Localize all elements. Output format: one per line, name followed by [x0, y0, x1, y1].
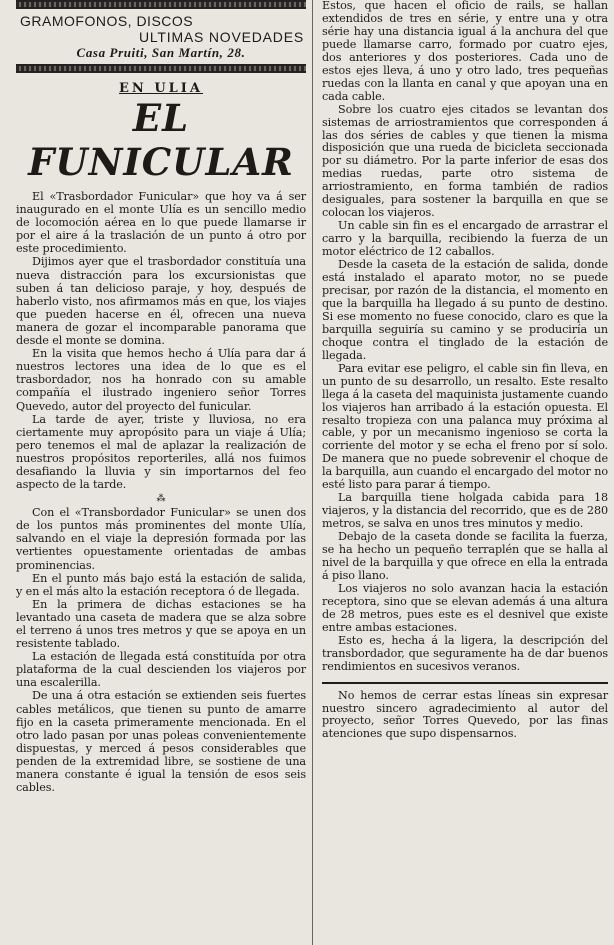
advertisement [16, 9, 306, 64]
article-headline: EL FUNICULAR [28, 96, 294, 184]
paragraph: La barquilla tiene holgada cabida para 18 viajeros, y la distancia del recorrido, que es de 280 metros, se salva en unos tres minutos y medio. [322, 491, 608, 531]
paragraph: De una á otra estación se extienden seis fuertes cables metálicos, que tienen su punto de amarre fijo en la caseta primeramente mencionada. En el otro lado pasan por unas poleas convenientemente dispuestas, y merced á pesos considerables que penden de la extremidad libre, se sostiene de una manera constante é igual la tensión de esos seis cables. [16, 689, 306, 795]
left-column [6, 0, 310, 794]
top-ornamental-rule [16, 0, 306, 9]
paragraph: Los viajeros no solo avanzan hacia la estación receptora, sino que se elevan además á una altura de 28 metros, pues este es el desnivel que existe entre ambas estaciones. [322, 581, 608, 634]
paragraph: Con el «Transbordador Funicular» se unen dos de los puntos más prominentes del monte Ulía, salvando en el viaje la depresión formada por las vertientes opuestamente orientadas de ambas prominencias. [16, 506, 306, 572]
paragraph: La estación de llegada está constituída por otra plataforma de la cual descienden los viajeros por una escalerilla. [16, 650, 306, 690]
paragraph: En la primera de dichas estaciones se ha levantado una caseta de madera que se alza sobre el terreno á unos tres metros y que se apoya en un resistente tablado. [16, 597, 306, 651]
advert-line-2: ULTIMAS NOVEDADES [138, 29, 304, 45]
paragraph: El «Trasbordador Funicular» que hoy va á ser inaugurado en el monte Ulía es un sencillo medio de locomoción aérea en lo que puede llamarse ir por el aire á la traslación de un punto á otro por este procedimiento. [16, 190, 306, 256]
paragraph: Para evitar ese peligro, el cable sin fin lleva, en un punto de su desarrollo, un resalto. Este resalto llega á la caseta del maquinista justamente cuando los viajeros han arribado á la estación opuesta. El resalto tropieza con una palanca muy próxima al cable, y por un mecanismo ingenioso se corta la corriente del motor y se echa el freno por sí solo. De manera que no puede sobrevenir el choque de la barquilla, aun cuando el encargado del motor no esté listo para parar á tiempo. [322, 361, 608, 492]
advert-line-1: GRAMOFONOS, DISCOS [20, 13, 194, 29]
closing-paragraph: No hemos de cerrar estas líneas sin expresar nuestro sincero agradecimiento al autor del proyecto, señor Torres Quevedo, por las finas atenciones que supo dispensarnos. [322, 688, 608, 741]
right-column [318, 0, 612, 741]
paragraph: Sobre los cuatro ejes citados se levantan dos sistemas de arriostramientos que corresponden á las dos séries de cables y que tienen la misma disposición que una rueda de bicicleta seccionada por su diámetro. Por la parte inferior de esas dos medias ruedas, parte otro sistema de arriostramiento, en forma también de radios desiguales, para sostener la barquilla en que se colocan los viajeros. [322, 102, 608, 220]
paragraph: Debajo de la caseta donde se facilita la fuerza, se ha hecho un pequeño terraplén que se halla al nivel de la barquilla y que ofrece en ella la entrada á piso llano. [322, 530, 608, 582]
paragraph: Dijimos ayer que el trasbordador constituía una nueva distracción para los excursionistas que suben á tan delicioso paraje, y hoy, después de haberlo visto, nos afirmamos más en que, los viajes que pueden hacerse en él, ofrecen una nueva manera de gozar el incomparable panorama que desde el monte se domina. [16, 255, 306, 348]
article-kicker: EN ULIA [119, 81, 203, 96]
paragraph: Esto es, hecha á la ligera, la descripción del transbordador, que seguramente ha de dar buenos rendimientos en sucesivos veranos. [322, 633, 608, 673]
asterism-separator: ⁂ [156, 494, 166, 505]
advert-line-3: Casa Pruiti, San Martín, 28. [76, 45, 246, 60]
paragraph: En el punto más bajo está la estación de salida, y en el más alto la estación receptora ó de llegada. [16, 571, 306, 598]
section-rule [322, 682, 608, 684]
paragraph: En la visita que hemos hecho á Ulía para dar á nuestros lectores una idea de lo que es el trasbordador, nos ha honrado con su amable compañía el ilustrado ingeniero señor Torres Quevedo, autor del proyecto del funicular. [16, 347, 306, 413]
paragraph: Desde la caseta de la estación de salida, donde está instalado el aparato motor, no se puede precisar, por razón de la distancia, el momento en que la barquilla ha llegado á su punto de destino. Si ese momento no fuese conocido, claro es que la barquilla seguiría su camino y se produciría un choque contra el tinglado de la estación de llegada. [322, 258, 608, 362]
paragraph: Un cable sin fin es el encargado de arrastrar el carro y la barquilla, recibiendo la fuerza de un motor eléctrico de 12 caballos. [322, 219, 608, 259]
column-divider [312, 0, 313, 945]
paragraph: Estos, que hacen el oficio de rails, se hallan extendidos de tres en série, y entre una y otra série hay una distancia igual á la anchura del que puede llamarse carro, formado por cuatro ejes, dos anteriores y dos posteriores. Cada uno de estos ejes lleva, á uno y otro lado, tres pequeñas ruedas con la llanta en canal y que apoyan una en cada cable. [322, 0, 608, 103]
paragraph: La tarde de ayer, triste y lluviosa, no era ciertamente muy apropósito para un viaje á Ulía; pero tenemos el mal de aplazar la realización de nuestros propósitos reporteriles, allá nos fuimos desafiando la lluvia y sin importarnos del feo aspecto de la tarde. [16, 412, 306, 492]
bottom-ornamental-rule [16, 64, 306, 73]
